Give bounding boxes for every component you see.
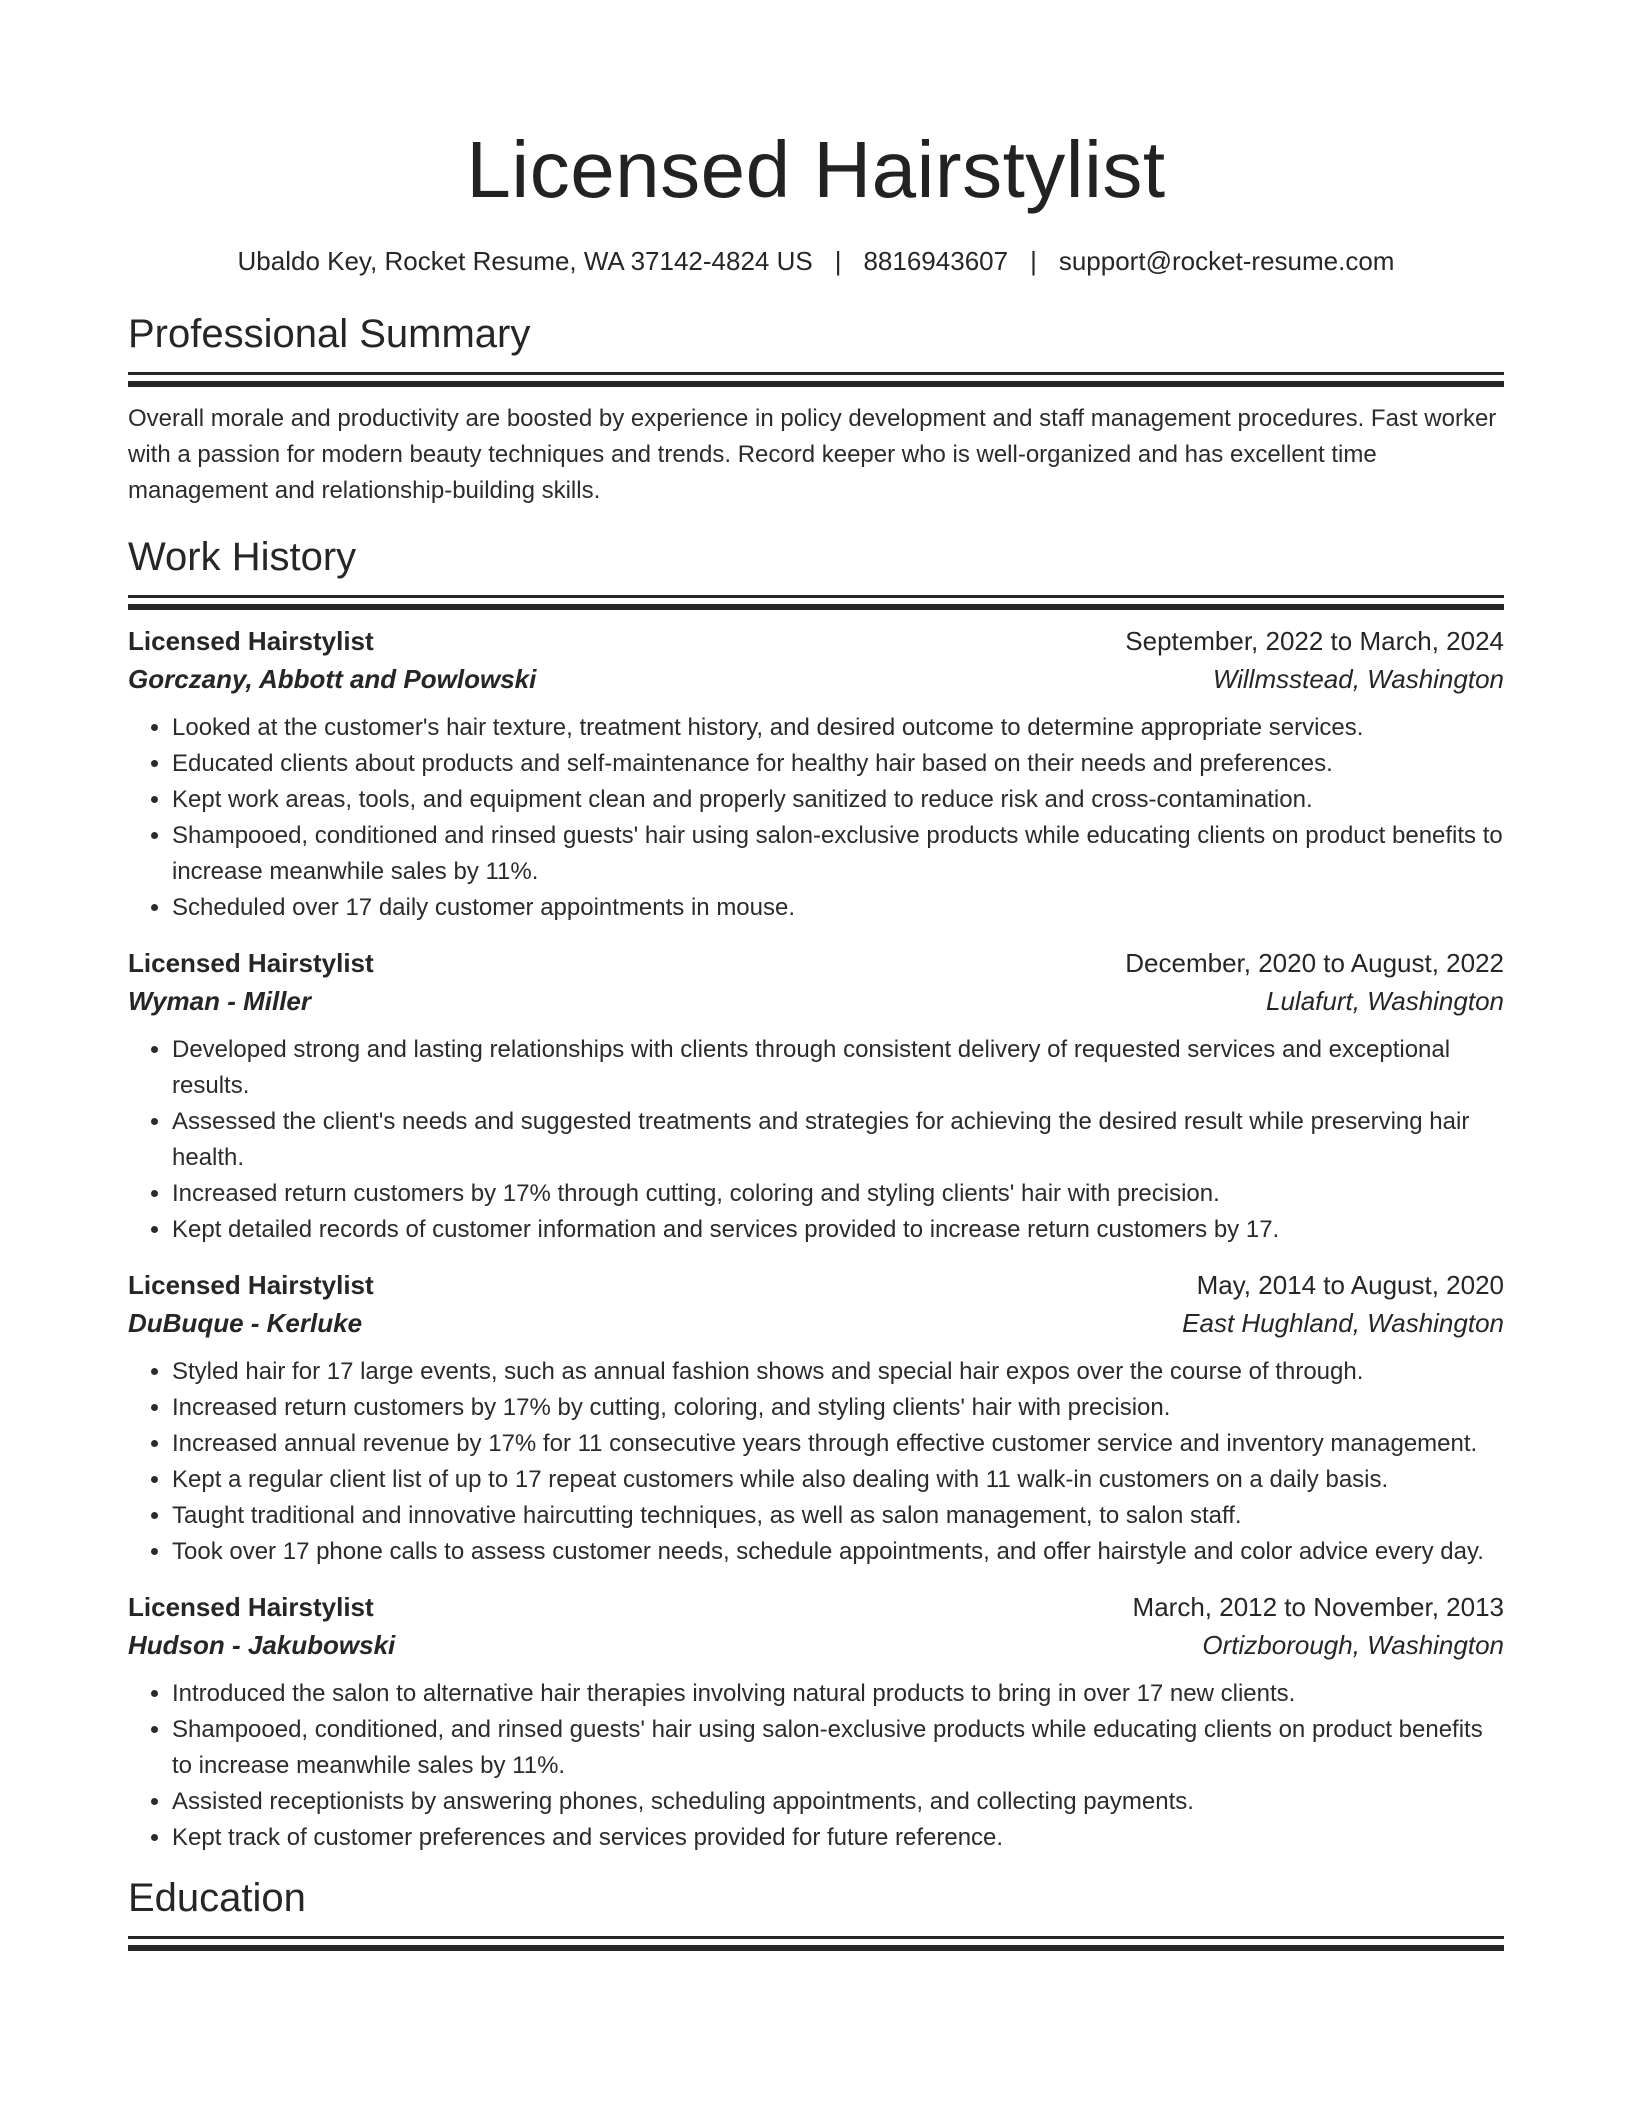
job-entry: [128, 1588, 1504, 1856]
job-company: Gorczany, Abbott and Powlowski: [128, 664, 537, 694]
contact-phone: 8816943607: [863, 246, 1009, 276]
job-company: DuBuque - Kerluke: [128, 1308, 363, 1338]
job-bullet: • Kept detailed records of customer information and services provided to increase return customers by 17.: [172, 1212, 1504, 1248]
contact-email: support@rocket-resume.com: [1058, 246, 1395, 276]
job-location: Lulafurt, Washington: [1266, 986, 1504, 1016]
job-bullet: • Increased annual revenue by 17% for 11 consecutive years through effective customer service and inventory management.: [172, 1426, 1504, 1462]
job-bullet: • Styled hair for 17 large events, such as annual fashion shows and special hair expos over the course of through.: [172, 1354, 1504, 1390]
job-bullet: • Scheduled over 17 daily customer appointments in mouse.: [172, 890, 1504, 926]
job-bullet: • Looked at the customer's hair texture, treatment history, and desired outcome to determine appropriate services.: [172, 710, 1504, 746]
job-location: Ortizborough, Washington: [1202, 1630, 1504, 1660]
job-bullet-list: [128, 1354, 1504, 1570]
summary-section: [128, 308, 1504, 509]
section-divider: [128, 1936, 1504, 1939]
section-heading-work-history: Work History: [128, 535, 357, 579]
job-header-row: [128, 944, 1504, 982]
section-divider-thick: [128, 604, 1504, 610]
section-divider: [128, 595, 1504, 598]
job-bullet: • Shampooed, conditioned and rinsed guests' hair using salon-exclusive products while educating clients on product benefits to increase meanwhile sales by 11%.: [172, 818, 1504, 890]
summary-text: Overall morale and productivity are boosted by experience in policy development and staff management procedures. Fast worker with a passion for modern beauty techniques and trends. Record keeper who is well-organized and has excellent time management and relationship-building skills.: [128, 405, 1497, 504]
job-bullet: • Increased return customers by 17% through cutting, coloring and styling clients' hair with precision.: [172, 1176, 1504, 1212]
job-dates: September, 2022 to March, 2024: [1125, 626, 1504, 656]
job-bullet: • Assisted receptionists by answering phones, scheduling appointments, and collecting payments.: [172, 1784, 1504, 1820]
job-company: Hudson - Jakubowski: [128, 1630, 396, 1660]
job-dates: December, 2020 to August, 2022: [1125, 948, 1504, 978]
job-title: Licensed Hairstylist: [128, 1270, 374, 1300]
job-entry: [128, 944, 1504, 1248]
job-bullet: • Assessed the client's needs and suggested treatments and strategies for achieving the desired result while preserving hair health.: [172, 1104, 1504, 1176]
job-bullet-list: [128, 710, 1504, 926]
job-bullet: • Shampooed, conditioned, and rinsed guests' hair using salon-exclusive products while educating clients on product benefits to increase meanwhile sales by 11%.: [172, 1712, 1504, 1784]
job-header-row: [128, 1266, 1504, 1304]
contact-line: [128, 244, 1504, 278]
contact-address: Ubaldo Key, Rocket Resume, WA 37142-4824 US: [237, 246, 813, 276]
job-bullet-list: [128, 1032, 1504, 1248]
job-employer-row: [128, 1304, 1504, 1342]
job-header-row: [128, 622, 1504, 660]
section-heading-summary: Professional Summary: [128, 312, 531, 356]
job-employer-row: [128, 982, 1504, 1020]
job-entry: [128, 622, 1504, 926]
job-dates: March, 2012 to November, 2013: [1132, 1592, 1504, 1622]
job-employer-row: [128, 1626, 1504, 1664]
contact-separator: |: [834, 246, 842, 276]
job-bullet: • Educated clients about products and self-maintenance for healthy hair based on their needs and preferences.: [172, 746, 1504, 782]
education-section: [128, 1872, 1504, 1951]
section-divider-thick: [128, 1945, 1504, 1951]
section-divider: [128, 372, 1504, 375]
job-dates: May, 2014 to August, 2020: [1196, 1270, 1504, 1300]
job-title: Licensed Hairstylist: [128, 626, 374, 656]
resume-title: Licensed Hairstylist: [466, 125, 1166, 214]
job-location: East Hughland, Washington: [1182, 1308, 1504, 1338]
job-title: Licensed Hairstylist: [128, 948, 374, 978]
work-history-section: [128, 531, 1504, 1856]
job-bullet: • Kept track of customer preferences and services provided for future reference.: [172, 1820, 1504, 1856]
job-bullet: • Introduced the salon to alternative hair therapies involving natural products to bring in over 17 new clients.: [172, 1676, 1504, 1712]
job-bullet: • Increased return customers by 17% by cutting, coloring, and styling clients' hair with precision.: [172, 1390, 1504, 1426]
section-heading-education: Education: [128, 1876, 306, 1920]
contact-separator: |: [1030, 246, 1037, 276]
job-bullet: • Taught traditional and innovative haircutting techniques, as well as salon management, to salon staff.: [172, 1498, 1504, 1534]
section-divider-thick: [128, 381, 1504, 387]
job-title: Licensed Hairstylist: [128, 1592, 374, 1622]
job-bullet: • Kept work areas, tools, and equipment clean and properly sanitized to reduce risk and cross-contamination.: [172, 782, 1504, 818]
job-bullet-list: [128, 1676, 1504, 1856]
job-entry: [128, 1266, 1504, 1570]
job-header-row: [128, 1588, 1504, 1626]
job-company: Wyman - Miller: [128, 986, 312, 1016]
job-employer-row: [128, 660, 1504, 698]
resume-page: [128, 0, 1504, 1951]
job-location: Willmsstead, Washington: [1212, 664, 1504, 694]
job-bullet: • Developed strong and lasting relationships with clients through consistent delivery of requested services and exceptional results.: [172, 1032, 1504, 1104]
job-bullet: • Took over 17 phone calls to assess customer needs, schedule appointments, and offer hairstyle and color advice every day.: [172, 1534, 1504, 1570]
job-bullet: • Kept a regular client list of up to 17 repeat customers while also dealing with 11 walk-in customers on a daily basis.: [172, 1462, 1504, 1498]
